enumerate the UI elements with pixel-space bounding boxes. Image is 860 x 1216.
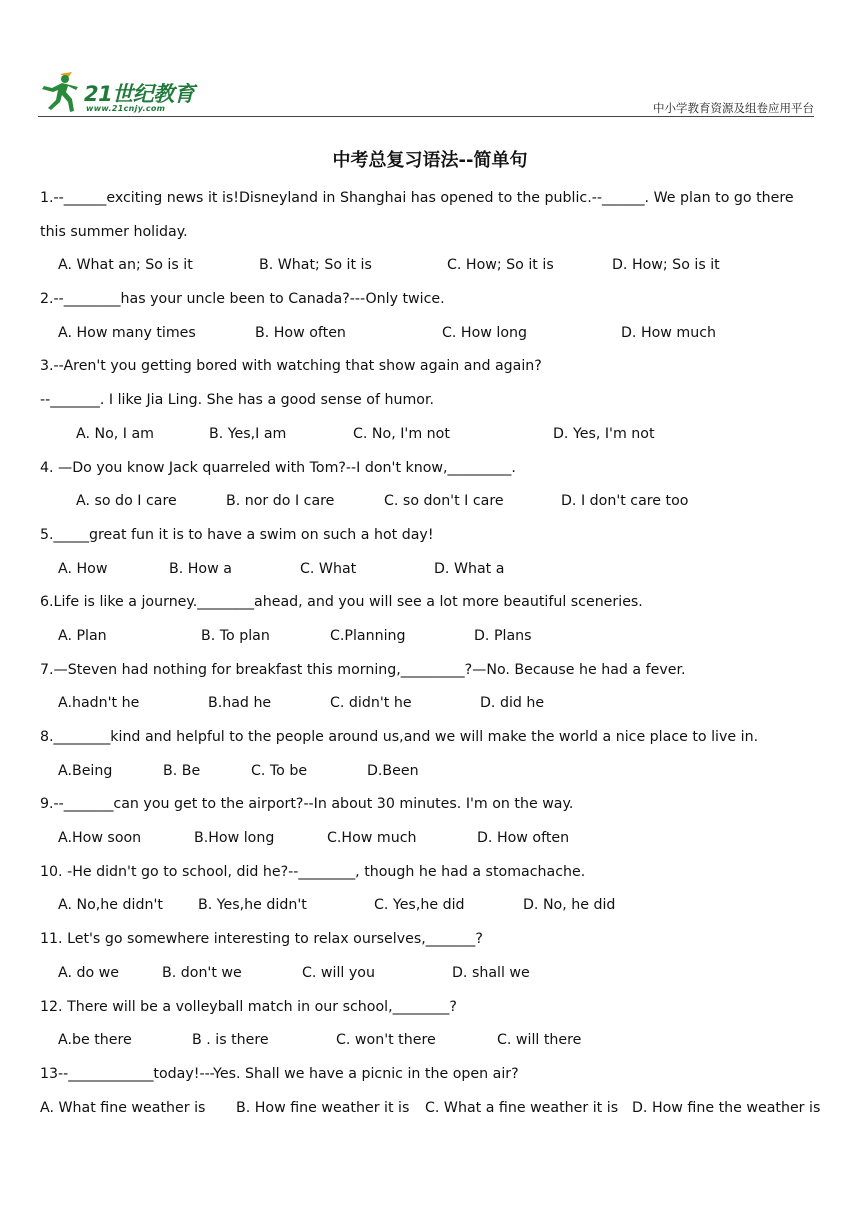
option-b: B. Yes,I am bbox=[209, 425, 287, 442]
option-c: C. What a fine weather it is bbox=[425, 1099, 619, 1116]
question-stem: 2.--________has your uncle been to Canada?---Only twice. bbox=[40, 291, 445, 308]
question-stem: 9.--_______can you get to the airport?--In about 30 minutes. I'm on the way. bbox=[40, 796, 574, 813]
option-row bbox=[40, 485, 830, 519]
question-stem: 12. There will be a volleyball match in our school,________? bbox=[40, 998, 457, 1015]
option-d: D. How fine the weather is bbox=[632, 1099, 821, 1116]
option-a: A. No,he didn't bbox=[58, 897, 163, 914]
option-c: C. How; So it is bbox=[447, 257, 554, 274]
option-d: D. No, he did bbox=[523, 897, 616, 914]
option-row bbox=[40, 418, 830, 452]
option-d: D. How much bbox=[621, 324, 717, 341]
option-b: B. How a bbox=[169, 560, 232, 577]
option-row bbox=[40, 553, 830, 587]
option-row bbox=[40, 822, 830, 856]
option-b: B. Be bbox=[163, 762, 201, 779]
option-row bbox=[40, 249, 830, 283]
question-stem: 4. —Do you know Jack quarreled with Tom?--I don't know,_________. bbox=[40, 459, 516, 476]
option-c: C. didn't he bbox=[330, 695, 412, 712]
option-c: C.Planning bbox=[330, 627, 406, 644]
logo-url: www.21cnjy.com bbox=[86, 104, 166, 113]
platform-name: 中小学教育资源及组卷应用平台 bbox=[653, 101, 814, 115]
question-stem: 1.--______exciting news it is!Disneyland in Shanghai has opened to the public.--______. We plan to go there bbox=[40, 190, 794, 206]
option-d: D. What a bbox=[434, 560, 505, 577]
question-stem: this summer holiday. bbox=[40, 223, 188, 240]
option-c: C. How long bbox=[442, 324, 528, 341]
option-d: D. I don't care too bbox=[561, 493, 689, 510]
question-stem: 3.--Aren't you getting bored with watching that show again and again? bbox=[40, 358, 542, 375]
option-row bbox=[40, 957, 830, 991]
question-stem: 13--____________today!---Yes. Shall we have a picnic in the open air? bbox=[40, 1065, 519, 1082]
option-b: B. How fine weather it is bbox=[236, 1099, 410, 1116]
option-b: B. Yes,he didn't bbox=[198, 897, 307, 914]
option-d: D. Plans bbox=[474, 627, 532, 644]
option-a: A. How bbox=[58, 560, 108, 577]
option-a: A.be there bbox=[58, 1032, 132, 1049]
option-b: B. nor do I care bbox=[226, 493, 335, 510]
option-b: B.had he bbox=[208, 695, 272, 712]
option-a: A.hadn't he bbox=[58, 695, 140, 712]
option-c: C. will you bbox=[302, 964, 375, 981]
question-stem: 11. Let's go somewhere interesting to relax ourselves,_______? bbox=[40, 931, 483, 948]
question-stem: --_______. I like Jia Ling. She has a good sense of humor. bbox=[40, 392, 434, 409]
option-c: C. so don't I care bbox=[384, 493, 504, 510]
option-row bbox=[40, 620, 830, 654]
option-row bbox=[40, 1024, 830, 1058]
option-c: C. What bbox=[300, 560, 357, 577]
question-stem: 7.—Steven had nothing for breakfast this morning,_________?—No. Because he had a fever. bbox=[40, 661, 686, 678]
option-b: B. To plan bbox=[201, 627, 270, 644]
option-b: B. How often bbox=[255, 324, 346, 341]
option-c: C. Yes,he did bbox=[374, 897, 465, 914]
option-a: A. What an; So is it bbox=[58, 257, 193, 274]
question-stem: 6.Life is like a journey.________ahead, and you will see a lot more beautiful sceneries. bbox=[40, 594, 643, 611]
logo bbox=[38, 70, 208, 114]
option-d: D. Yes, I'm not bbox=[553, 425, 655, 442]
option-row bbox=[40, 755, 830, 789]
option-row bbox=[40, 687, 830, 721]
option-a: A. so do I care bbox=[76, 493, 177, 510]
runner-logo-icon bbox=[38, 70, 86, 114]
question-stem: 8.________kind and helpful to the people around us,and we will make the world a nice place to live in. bbox=[40, 729, 759, 745]
option-a: A. What fine weather is bbox=[40, 1099, 206, 1116]
option-d: D. shall we bbox=[452, 964, 530, 981]
option-c: C. No, I'm not bbox=[353, 425, 450, 442]
option-b: B. don't we bbox=[162, 964, 242, 981]
option-row bbox=[40, 317, 830, 351]
option-c: C.How much bbox=[327, 830, 417, 847]
option-a: A. do we bbox=[58, 964, 120, 981]
question-stem: 5._____great fun it is to have a swim on such a hot day! bbox=[40, 526, 434, 543]
option-a: A.How soon bbox=[58, 830, 142, 847]
option-c: C. To be bbox=[251, 762, 308, 779]
option-b: B . is there bbox=[192, 1032, 269, 1049]
page-title: 中考总复习语法--简单句 bbox=[332, 150, 528, 171]
option-row bbox=[40, 1092, 830, 1126]
question-list bbox=[40, 182, 830, 1125]
question-stem: 10. -He didn't go to school, did he?--________, though he had a stomachache. bbox=[40, 863, 586, 880]
option-d: D. How often bbox=[477, 830, 570, 847]
option-a: A. How many times bbox=[58, 324, 196, 341]
option-a: A. No, I am bbox=[76, 425, 154, 442]
option-b: B. What; So it is bbox=[259, 257, 372, 274]
logo-text: 21世纪教育 bbox=[84, 82, 195, 106]
header-divider bbox=[38, 116, 814, 117]
page-header bbox=[38, 70, 814, 118]
option-d: D. did he bbox=[480, 695, 545, 712]
option-a: A. Plan bbox=[58, 627, 107, 644]
option-d: C. will there bbox=[497, 1032, 582, 1049]
option-c: C. won't there bbox=[336, 1032, 436, 1049]
option-b: B.How long bbox=[194, 830, 275, 847]
option-d: D. How; So is it bbox=[612, 257, 720, 274]
option-d: D.Been bbox=[367, 762, 419, 779]
option-row bbox=[40, 889, 830, 923]
option-a: A.Being bbox=[58, 762, 113, 779]
